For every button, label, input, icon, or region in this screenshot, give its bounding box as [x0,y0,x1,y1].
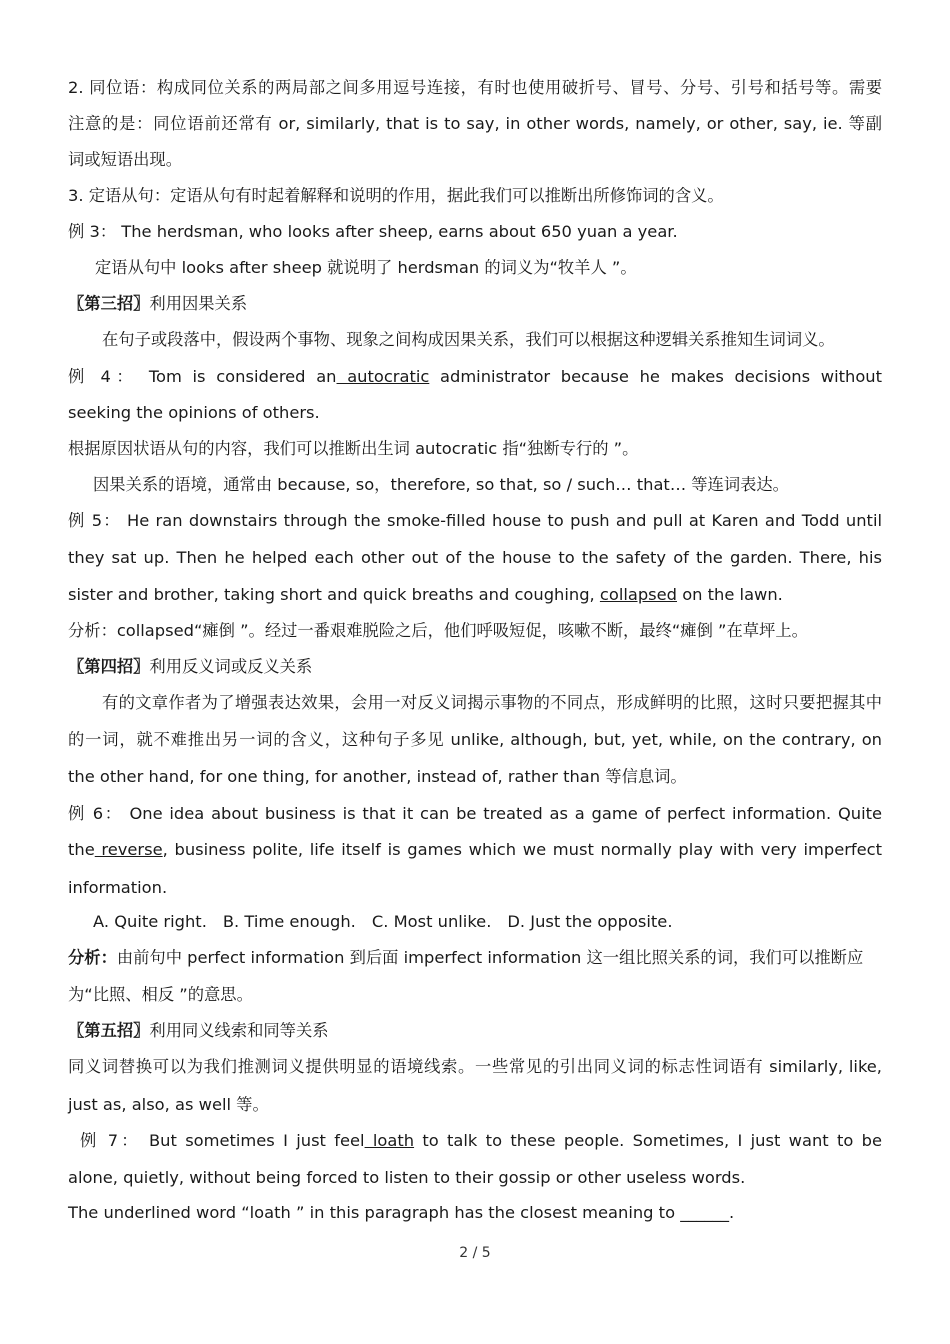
example-5-line-3 [68,583,783,607]
synonym-intro-line-2: just as, also, as well 等。 [68,1095,269,1114]
example-6-line-1: 例 6： One idea about business is that it can be treated as a game of perfect information. Quite [68,804,882,823]
appositive-heading: 2. 同位语：构成同位关系的两局部之间多用逗号连接，有时也使用破折号、冒号、分号、引号和括号等。需要 [68,78,882,97]
example-6-line-3: information. [68,878,168,897]
example-5-line-2: they sat up. Then he helped each other out of the house to the safety of the garden. There, his [68,548,882,567]
antonym-intro-line-1: 有的文章作者为了增强表达效果，会用一对反义词揭示事物的不同点，形成鲜明的比照，这时只要把握其中 [102,693,882,712]
section-heading-4 [68,655,312,679]
answer-options [68,910,673,934]
section-title-4: 利用反义词或反义关系 [149,657,313,676]
example-3-explanation: 定语从句中 looks after sheep 就说明了 herdsman 的词义为“牧羊人 ”。 [95,258,637,277]
example-6-text-b: , business polite, life itself is games which we must normally play with very imperfect [162,840,882,859]
antonym-intro-line-2: 的一词，就不难推出另一词的含义，这种句子多见 unlike, although, but, yet, while, on the contrary, on [68,730,882,749]
example-7-line-1 [68,1129,882,1153]
section-heading-3 [68,292,247,316]
option-c: C. Most unlike. [371,912,492,931]
attributive-clause-heading: 3. 定语从句：定语从句有时起着解释和说明的作用，据此我们可以推断出所修饰词的含义。 [68,186,724,205]
analysis-label: 分析： [68,948,117,967]
underlined-word-collapsed: collapsed [599,585,678,604]
antonym-intro-line-3: the other hand, for one thing, for another, instead of, rather than 等信息词。 [68,767,687,786]
example-4-text-a: 例 4： Tom is considered an [68,367,337,386]
example-7-text-b: to talk to these people. Sometimes, I just want to be [414,1131,883,1150]
example-4-end: seeking the opinions of others. [68,403,320,422]
option-b: B. Time enough. [222,912,356,931]
example-3: 例 3： The herdsman, who looks after sheep, earns about 650 yuan a year. [68,222,678,241]
example-5-line-1: 例 5： He ran downstairs through the smoke-filled house to push and pull at Karen and Todd until [68,511,882,530]
appositive-note: 注意的是：同位语前还常有 or, similarly, that is to say, in other words, namely, or other, say, ie. 等副 [68,114,882,133]
synonym-intro-line-1: 同义词替换可以为我们推测词义提供明显的语境线索。一些常见的引出同义词的标志性词语有 similarly, like, [68,1057,882,1076]
example-6-text-a: the [68,840,95,859]
underlined-word-loath: loath [364,1131,415,1150]
section-label-3: 〖第三招〗 [68,294,150,313]
section-label-5: 〖第五招〗 [68,1021,150,1040]
example-7-line-2: alone, quietly, without being forced to listen to their gossip or other useless words. [68,1168,746,1187]
example-6-line-2 [68,838,882,862]
example-5-text-b: on the lawn. [677,585,783,604]
example-4-analysis: 根据原因状语从句的内容，我们可以推断出生词 autocratic 指“独断专行的 ”。 [68,439,639,458]
appositive-note-end: 词或短语出现。 [68,150,182,169]
underlined-word-autocratic: autocratic [336,367,430,386]
option-a: A. Quite right. [93,912,207,931]
analysis-text: 由前句中 perfect information 到后面 imperfect information 这一组比照关系的词，我们可以推断应 [116,948,864,967]
example-7-question: The underlined word “loath ” in this paragraph has the closest meaning to ______. [68,1203,735,1222]
page-number: 2 / 5 [459,1245,491,1261]
section-heading-5 [68,1019,329,1043]
example-5-text-a: sister and brother, taking short and quick breaths and coughing, [68,585,600,604]
section-title-5: 利用同义线索和同等关系 [149,1021,329,1040]
example-6-analysis-end: 为“比照、相反 ”的意思。 [68,985,253,1004]
option-d: D. Just the opposite. [507,912,673,931]
example-4 [68,365,882,389]
section-title-3: 利用因果关系 [149,294,248,313]
cause-effect-intro: 在句子或段落中，假设两个事物、现象之间构成因果关系，我们可以根据这种逻辑关系推知生词词义。 [102,330,835,349]
cause-effect-connectives: 因果关系的语境，通常由 because, so，therefore, so that, so / such… that… 等连词表达。 [93,475,789,494]
example-4-text-b: administrator because he makes decisions without [429,367,882,386]
example-6-analysis [68,946,863,970]
example-5-analysis: 分析：collapsed“瘫倒 ”。经过一番艰难脱险之后，他们呼吸短促，咳嗽不断，最终“瘫倒 ”在草坪上。 [68,621,808,640]
underlined-word-reverse: reverse [94,840,163,859]
example-7-text-a: 例 7： But sometimes I just feel [80,1131,365,1150]
section-label-4: 〖第四招〗 [68,657,150,676]
